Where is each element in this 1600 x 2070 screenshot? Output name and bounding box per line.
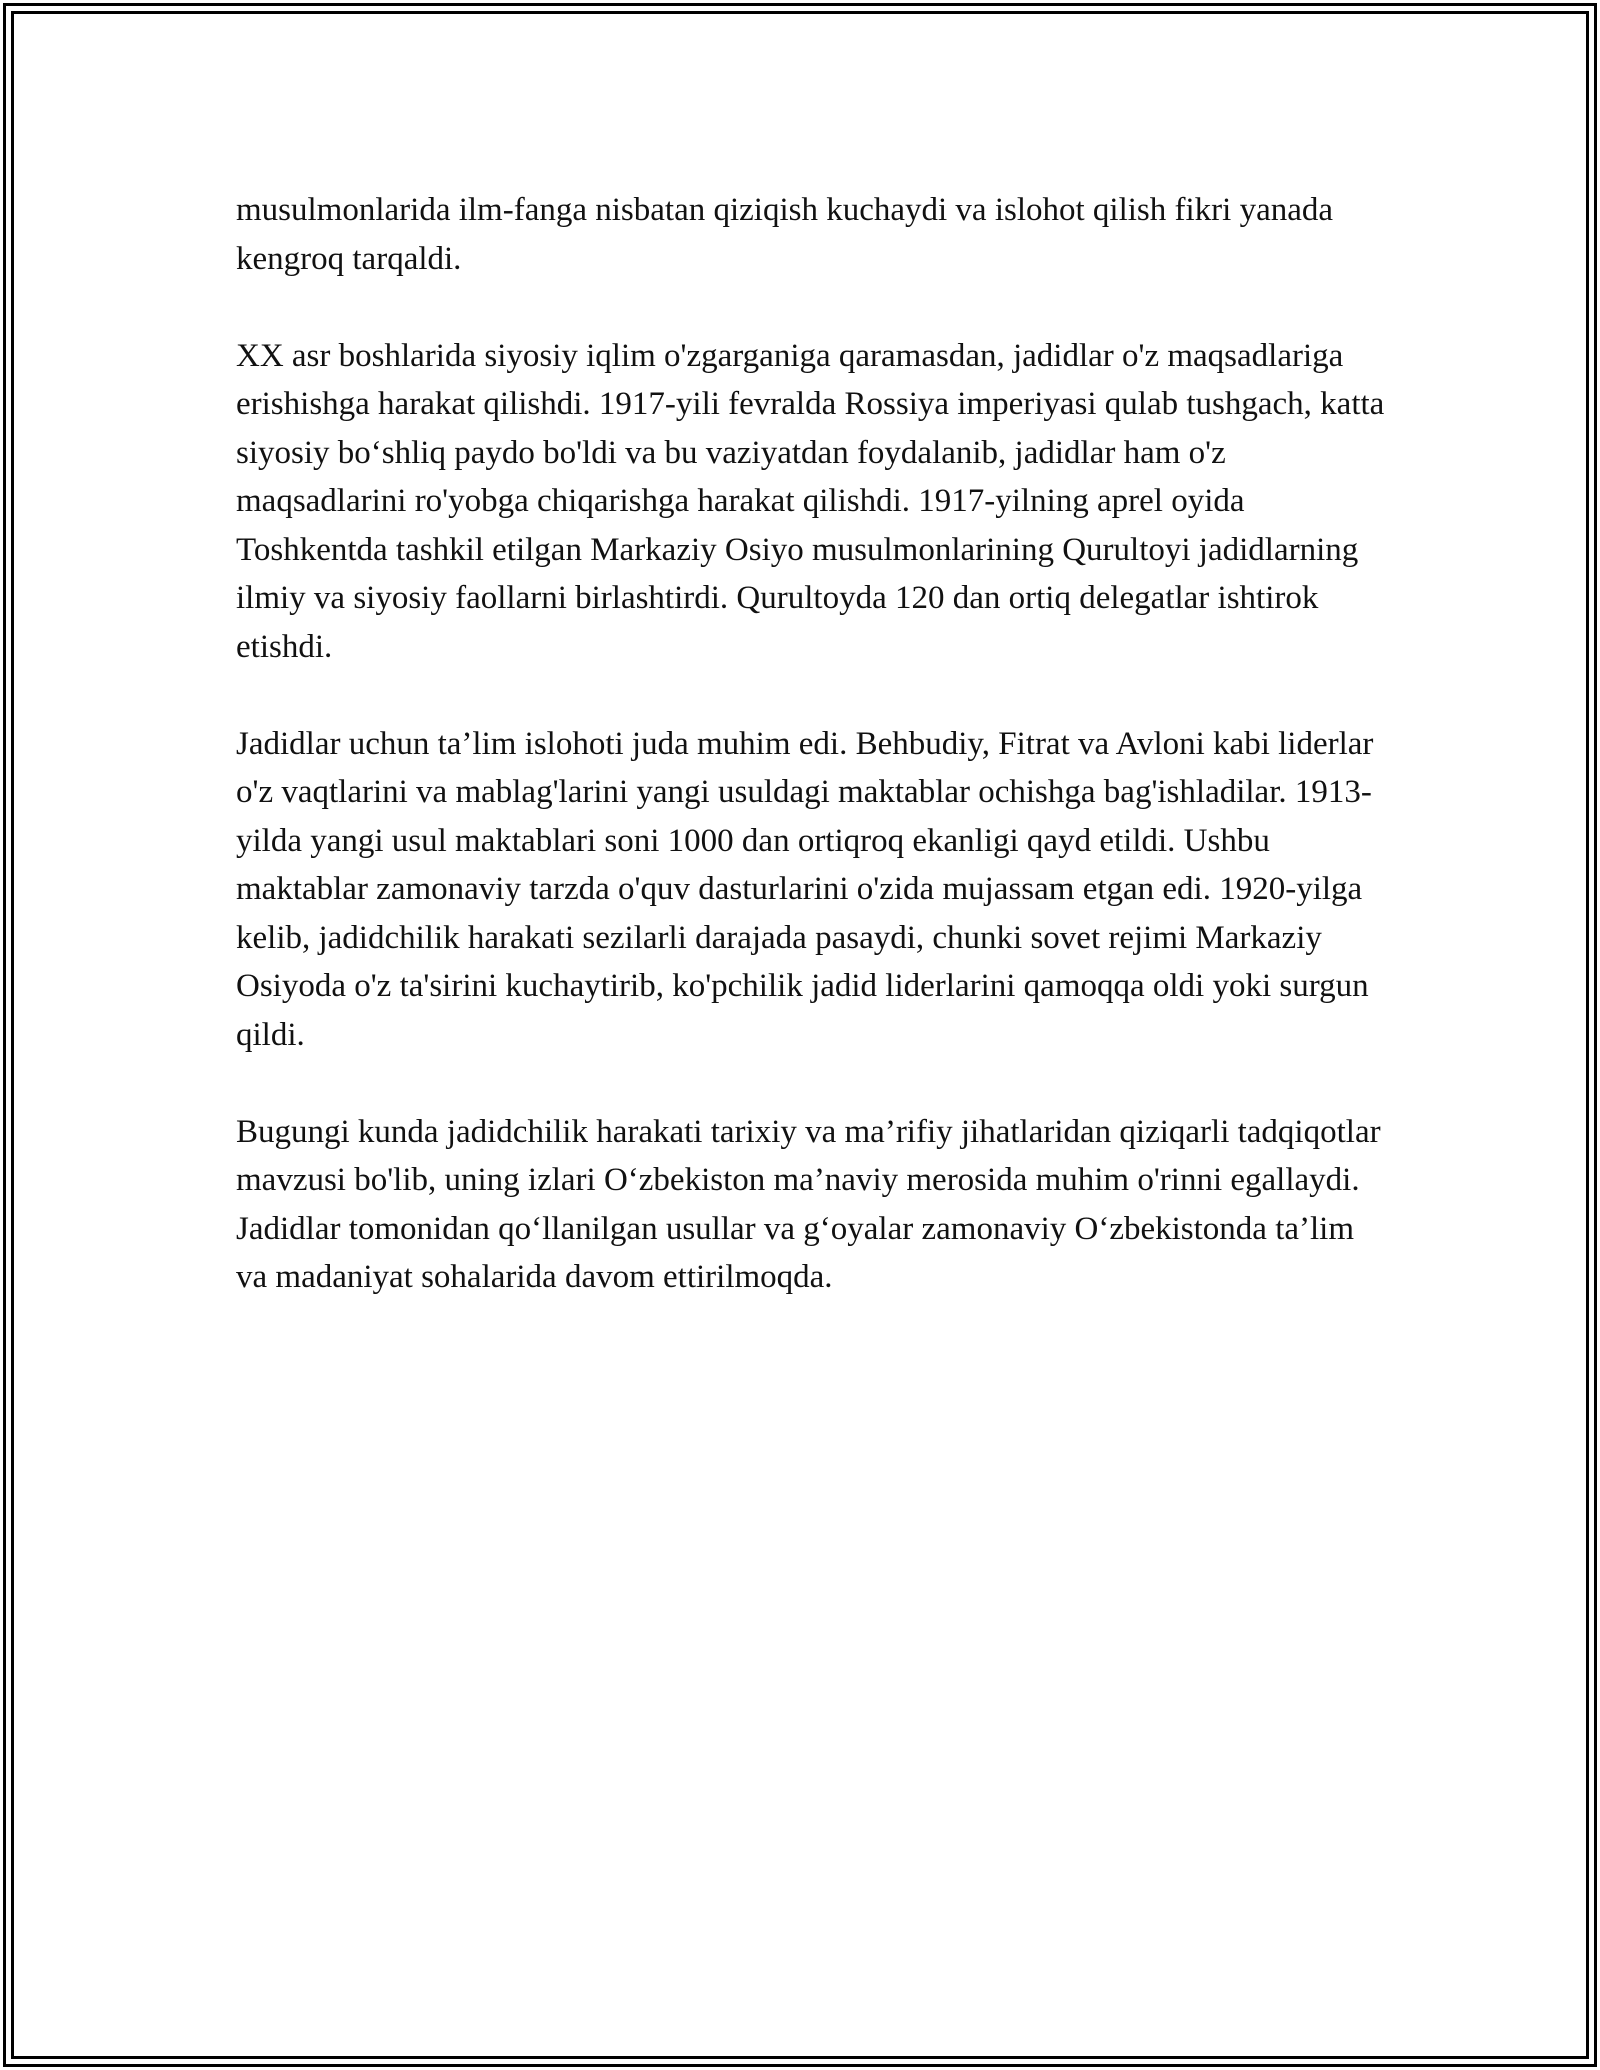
document-body [236,186,1386,1350]
paragraph-2: XX asr boshlarida siyosiy iqlim o'zgarganiga qaramasdan, jadidlar o'z maqsadlariga erishishga harakat qilishdi. 1917-yili fevralda Rossiya imperiyasi qulab tushgach, katta siyosiy bo‘shliq paydo bo'ldi va bu vaziyatdan foydalanib, jadidlar ham o'z maqsadlarini ro'yobga chiqarishga harakat qilishdi. 1917-yilning aprel oyida Toshkentda tashkil etilgan Markaziy Osiyo musulmonlarining Qurultoyi jadidlarning ilmiy va siyosiy faollarni birlashtirdi. Qurultoyda 120 dan ortiq delegatlar ishtirok etishdi. [236,337,1385,665]
paragraph-4: Bugungi kunda jadidchilik harakati tarixiy va ma’rifiy jihatlaridan qiziqarli tadqiqotlar mavzusi bo'lib, uning izlari O‘zbekiston ma’naviy merosida muhim o'rinni egallaydi. Jadidlar tomonidan qo‘llanilgan usullar va g‘oyalar zamonaviy O‘zbekistonda ta’lim va madaniyat sohalarida davom ettirilmoqda. [236,1113,1381,1295]
paragraph-1: musulmonlarida ilm-fanga nisbatan qiziqish kuchaydi va islohot qilish fikri yanada kengroq tarqaldi. [236,192,1334,277]
paragraph-3: Jadidlar uchun ta’lim islohoti juda muhim edi. Behbudiy, Fitrat va Avloni kabi liderlar o'z vaqtlarini va mablag'larini yangi usuldagi maktablar ochishga bag'ishladilar. 1913-yilda yangi usul maktablari soni 1000 dan ortiqroq ekanligi qayd etildi. Ushbu maktablar zamonaviy tarzda o'quv dasturlarini o'zida mujassam etgan edi. 1920-yilga kelib, jadidchilik harakati sezilarli darajada pasaydi, chunki sovet rejimi Markaziy Osiyoda o'z ta'sirini kuchaytirib, ko'pchilik jadid liderlarini qamoqqa oldi yoki surgun qildi. [236,725,1374,1053]
